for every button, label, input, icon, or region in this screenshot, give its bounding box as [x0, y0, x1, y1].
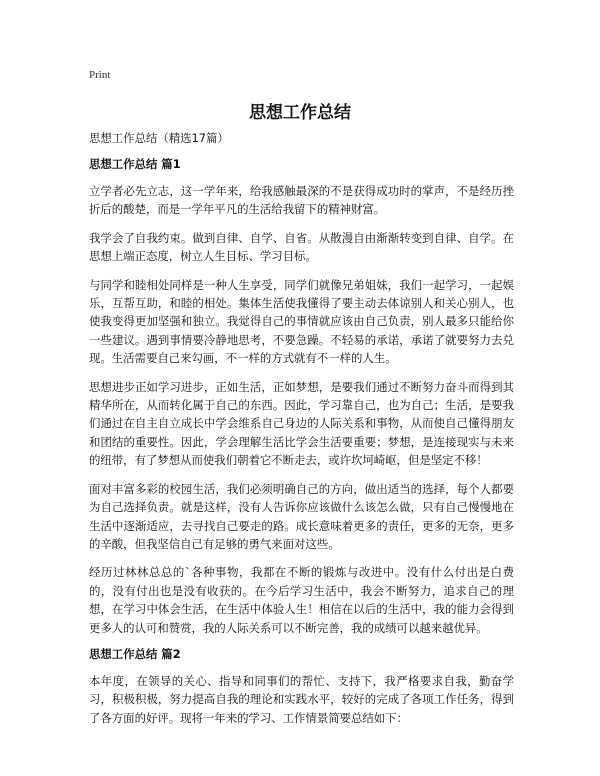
section-heading: 思想工作总结 篇1	[89, 157, 181, 171]
section-heading: 思想工作总结 篇2	[89, 646, 181, 661]
print-label[interactable]: Print	[89, 69, 111, 81]
paragraph: 立学者必先立志，这一学年来，给我感触最深的不是获得成功时的掌声，不是经历挫折后的酸楚，而是一学年平凡的生活给我留下的精神财富。	[89, 184, 514, 217]
document-subtitle: 思想工作总结（精选17篇）	[89, 131, 229, 145]
document-body	[89, 131, 514, 737]
paragraph: 本年度，在领导的关心、指导和同事们的帮忙、支持下，我严格要求自我，勤奋学习，积极积极，努力提高自我的理论和实践水平，较好的完成了各项工作任务，得到了各方面的好评。现将一年来的学习、工作情景简要总结如下：	[89, 673, 514, 725]
paragraph: 思想进步正如学习进步，正如生活，正如梦想，是要我们通过不断努力奋斗而得到其精华所在，从而转化属于自己的东西。因此，学习靠自己，也为自己；生活，是要我们通过在自主自立成长中学会维系自己身边的人际关系和事物，从而使自己懂得朋友和团结的重要性。因此，学会理解生活比学会生活要重要；梦想，是连接现实与未来的纽带，有了梦想从而使我们朝着它不断走去，或许坎坷崎岖，但是坚定不移！	[89, 379, 514, 468]
section-1	[89, 157, 514, 637]
paragraph: 面对丰富多彩的校园生活，我们必须明确自己的方向，做出适当的选择，每个人都要为自己选择负责。就是这样，没有人告诉你应该做什么该怎么做，只有自己慢慢地在生活中逐渐适应，去寻找自己要走的路。成长意味着更多的责任，更多的无奈，更多的辛酸，但我坚信自己有足够的勇气来面对这些。	[89, 481, 514, 551]
paragraph: 与同学和睦相处同样是一种人生享受，同学们就像兄弟姐妹，我们一起学习，一起娱乐，互帮互助，和睦的相处。集体生活使我懂得了要主动去体谅别人和关心别人，也使我变得更加坚强和独立。我觉得自己的事情就应该由自己负责，别人最多只能给你一些建议。遇到事情要冷静地思考，不要急躁。不轻易的承诺，承诺了就要努力去兑现。生活需要自己来勾画，不一样的方式就有不一样的人生。	[89, 277, 514, 366]
section-2	[89, 647, 514, 727]
paragraph: 我学会了自我约束。做到自律、自学、自省。从散漫自由渐渐转变到自律、自学。在思想上端正态度，树立人生目标、学习目标。	[89, 230, 514, 264]
paragraph: 经历过林林总总的`各种事物，我都在不断的锻炼与改进中。没有什么付出是白费的，没有付出也是没有收获的。在今后学习生活中，我会不断努力，追求自己的理想，在学习中体会生活，在生活中体验人生！相信在以后的生活中，我的能力会得到更多人的认可和赞赏，我的人际关系可以不断完善，我的成绩可以越来越优异。	[89, 565, 514, 635]
page-title: 思想工作总结	[249, 103, 351, 123]
